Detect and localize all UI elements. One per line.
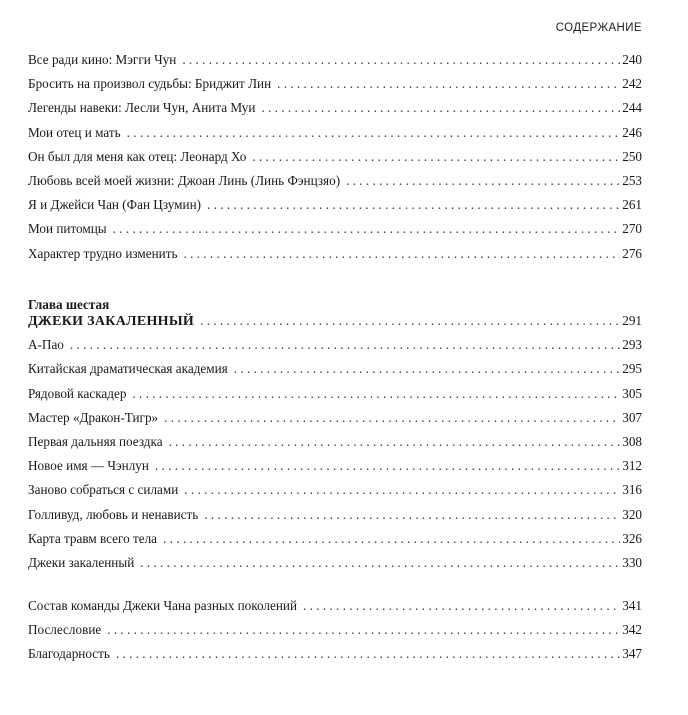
toc-entry-page: 244 [622,100,642,116]
toc-entry-title: Джеки закаленный [28,554,135,570]
toc-entry-page: 253 [622,172,642,188]
dot-leader [127,125,621,141]
toc-section-3 [28,598,642,671]
toc-entry [28,197,642,221]
chapter-title: ДЖЕКИ ЗАКАЛЕННЫЙ [28,314,195,329]
toc-entry-page: 305 [622,385,642,401]
toc-entry [28,458,642,482]
toc-entry-title: Рядовой каскадер [28,385,127,401]
toc-entry-title: Китайская драматическая академия [28,361,228,377]
toc-entry-title: Заново собраться с силами [28,482,179,498]
dot-leader [184,246,621,262]
dot-leader [277,76,620,92]
toc-entry [28,622,642,646]
dot-leader [182,52,620,68]
toc-entry-page: 276 [622,245,642,261]
dot-leader [107,622,620,638]
toc-entry-title: Любовь всей моей жизни: Джоан Линь (Линь Фэнцзяо) [28,172,341,188]
dot-leader [234,361,620,377]
dot-leader [140,555,620,571]
toc-entry-page: 341 [622,598,642,613]
dot-leader [200,313,620,329]
toc-entry [28,125,642,149]
toc-entry-title: А-Пао [28,337,64,353]
toc-entry [28,531,642,555]
dot-leader [70,337,620,353]
toc-entry-title: Голливуд, любовь и ненависть [28,506,199,522]
toc-entry [28,100,642,124]
dot-leader [204,507,620,523]
dot-leader [261,100,620,116]
toc-entry-title: Характер трудно изменить [28,245,178,261]
toc-entry [28,555,642,579]
toc-entry-page: 316 [622,482,642,498]
toc-entry-page: 307 [622,409,642,425]
toc-entry-page: 326 [622,530,642,546]
toc-entry-title: Послесловие [28,622,102,638]
toc-entry-title: Мои питомцы [28,221,107,237]
toc-entry-page: 295 [622,361,642,377]
toc-entry-page: 330 [622,554,642,570]
dot-leader [252,149,620,165]
toc-entry-page: 308 [622,433,642,449]
running-head: СОДЕРЖАНИЕ [555,22,642,34]
toc-entry [28,361,642,385]
toc-entry-page: 320 [622,506,642,522]
toc-entry [28,386,642,410]
toc-entry-page: 242 [622,76,642,92]
toc-entry-title: Бросить на произвол судьбы: Бриджит Лин [28,76,272,92]
toc-entry-title: Карта травм всего тела [28,530,158,546]
toc-entry [28,337,642,361]
toc-entry [28,149,642,173]
toc-entry [28,507,642,531]
dot-leader [116,646,620,662]
dot-leader [132,386,620,402]
toc-entry-title: Мои отец и мать [28,124,121,140]
toc-entry-title: Все ради кино: Мэгги Чун [28,52,177,67]
toc-entry-page: 246 [622,124,642,140]
toc-entry [28,76,642,100]
toc-entry-page: 293 [622,337,642,353]
toc-entry-title: Первая дальняя поездка [28,433,163,449]
toc-entry-page: 261 [622,197,642,213]
dot-leader [346,173,620,189]
toc-entry-title: Я и Джейси Чан (Фан Цзумин) [28,197,202,213]
dot-leader [169,434,621,450]
dot-leader [164,410,620,426]
toc-entry-page: 240 [622,52,642,67]
chapter-heading [28,313,642,337]
dot-leader [113,221,621,237]
toc-entry-title: Благодарность [28,646,110,662]
toc-entry [28,434,642,458]
chapter-page: 291 [622,313,642,328]
dot-leader [184,482,620,498]
toc-entry-title: Состав команды Джеки Чана разных поколений [28,598,298,613]
toc-entry [28,482,642,506]
toc-section-2 [28,296,642,579]
toc-entry [28,646,642,670]
toc-entry-page: 342 [622,622,642,638]
toc-entry [28,173,642,197]
toc-entry-page: 312 [622,458,642,474]
toc-entry [28,598,642,622]
toc-entry-page: 270 [622,221,642,237]
chapter-label: Глава шестая [28,297,110,312]
toc-entry-page: 250 [622,148,642,164]
toc-entry-title: Новое имя — Чэнлун [28,458,149,474]
dot-leader [163,531,620,547]
toc-entry [28,410,642,434]
dot-leader [155,458,620,474]
dot-leader [303,598,620,614]
toc-entry [28,52,642,76]
toc-entry-title: Он был для меня как отец: Леонард Хо [28,148,247,164]
toc-entry [28,246,642,270]
dot-leader [207,197,620,213]
toc-entry [28,221,642,245]
toc-entry-page: 347 [622,646,642,662]
toc-entry-title: Легенды навеки: Лесли Чун, Анита Муи [28,100,256,116]
toc-entry-title: Мастер «Дракон-Тигр» [28,409,159,425]
toc-section-1 [28,52,642,270]
